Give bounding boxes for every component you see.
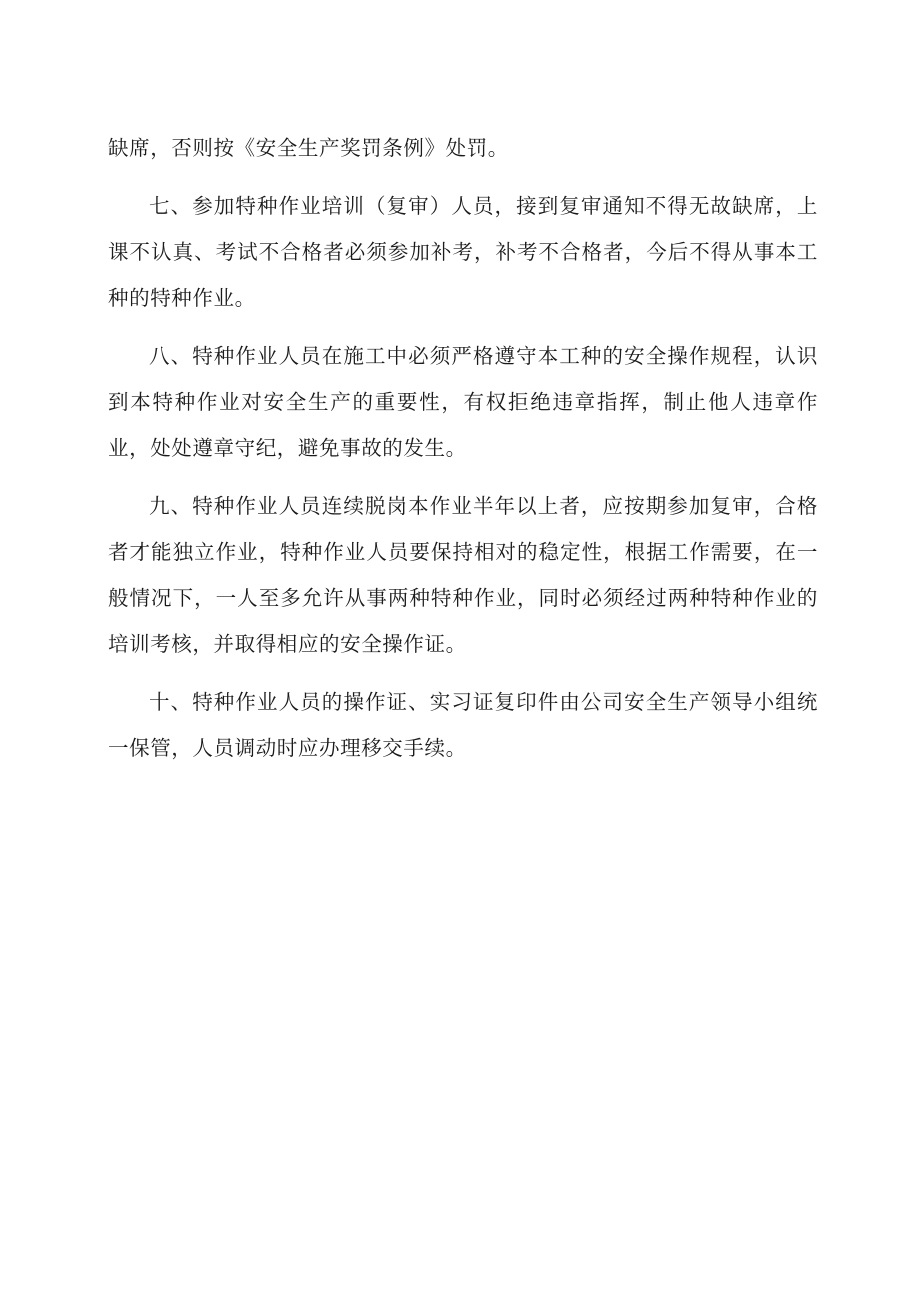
paragraph-continuation: 缺席，否则按《安全生产奖罚条例》处罚。: [108, 136, 509, 160]
paragraph-item-7: 七、参加特种作业培训（复审）人员，接到复审通知不得无故缺席，上课不认真、考试不合格者必须参加补考，补考不合格者，今后不得从事本工种的特种作业。: [108, 194, 818, 310]
paragraph-item-9: 九、特种作业人员连续脱岗本作业半年以上者，应按期参加复审，合格者才能独立作业，特种作业人员要保持相对的稳定性，根据工作需要，在一般情况下，一人至多允许从事两种特种作业，同时必须经过两种特种作业的培训考核，并取得相应的安全操作证。: [108, 494, 818, 656]
paragraph-item-8: 八、特种作业人员在施工中必须严格遵守本工种的安全操作规程，认识到本特种作业对安全生产的重要性，有权拒绝违章指挥，制止他人违章作业，处处遵章守纪，避免事故的发生。: [108, 344, 818, 460]
paragraph-item-10: 十、特种作业人员的操作证、实习证复印件由公司安全生产领导小组统一保管，人员调动时应办理移交手续。: [108, 690, 818, 760]
document-body: [108, 125, 818, 783]
